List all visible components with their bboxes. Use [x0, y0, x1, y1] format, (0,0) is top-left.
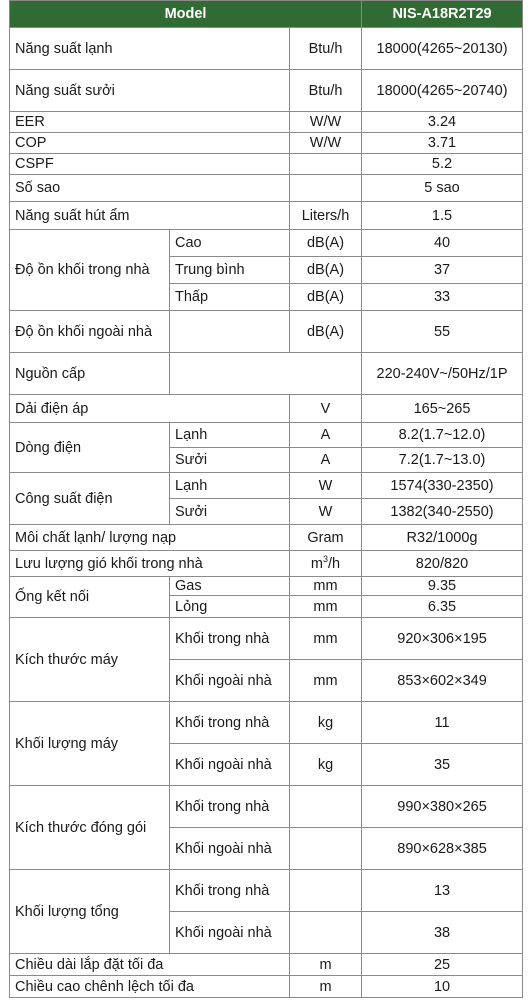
sub-label: Thấp — [170, 284, 290, 311]
row-unit: Btu/h — [290, 28, 362, 70]
sub-label: Gas — [170, 577, 290, 596]
row-value: 165~265 — [362, 395, 523, 423]
sub-label: Trung bình — [170, 257, 290, 284]
row-unit — [290, 912, 362, 954]
row-value: 890×628×385 — [362, 828, 523, 870]
sub-label: Khối ngoài nhà — [170, 744, 290, 786]
sub-label: Khối ngoài nhà — [170, 912, 290, 954]
row-value: 13 — [362, 870, 523, 912]
row-value: 1574(330-2350) — [362, 473, 523, 499]
row-unit: mm — [290, 596, 362, 618]
row-unit — [290, 551, 362, 577]
row-value: R32/1000g — [362, 525, 523, 551]
row-value: 820/820 — [362, 551, 523, 577]
row-value: 920×306×195 — [362, 618, 523, 660]
row-value: 5.2 — [362, 154, 523, 175]
row-value: 9.35 — [362, 577, 523, 596]
row-label: Năng suất lạnh — [10, 28, 290, 70]
row-unit: m — [290, 954, 362, 976]
sub-label: Khối ngoài nhà — [170, 660, 290, 702]
row-unit: Gram — [290, 525, 362, 551]
row-unit: kg — [290, 744, 362, 786]
row-value: 6.35 — [362, 596, 523, 618]
table-row — [10, 28, 523, 70]
table-row — [10, 954, 523, 976]
row-unit: dB(A) — [290, 284, 362, 311]
row-value: 55 — [362, 311, 523, 353]
row-value: 1.5 — [362, 202, 523, 230]
table-row — [10, 786, 523, 828]
table-row — [10, 525, 523, 551]
row-value: 8.2(1.7~12.0) — [362, 423, 523, 448]
row-unit: dB(A) — [290, 257, 362, 284]
table-row — [10, 395, 523, 423]
table-row — [10, 870, 523, 912]
row-label: Chiều cao chênh lệch tối đa — [10, 976, 290, 998]
row-label: Môi chất lạnh/ lượng nạp — [10, 525, 290, 551]
row-unit: Btu/h — [290, 70, 362, 112]
row-value: 3.71 — [362, 133, 523, 154]
row-unit — [290, 870, 362, 912]
unit-tail: /h — [328, 555, 341, 572]
row-label: CSPF — [10, 154, 290, 175]
row-label: COP — [10, 133, 290, 154]
row-value: 37 — [362, 257, 523, 284]
row-unit: W — [290, 473, 362, 499]
table-row — [10, 423, 523, 448]
row-label: Khối lượng tổng — [10, 870, 170, 954]
table-row — [10, 618, 523, 660]
sub-label: Khối trong nhà — [170, 786, 290, 828]
row-label: Số sao — [10, 175, 290, 202]
row-value: 38 — [362, 912, 523, 954]
spec-table — [9, 0, 523, 998]
table-row — [10, 577, 523, 596]
row-label: Ống kết nối — [10, 577, 170, 618]
row-label: Dải điện áp — [10, 395, 290, 423]
table-row — [10, 551, 523, 577]
table-row — [10, 175, 523, 202]
sub-label: Khối trong nhà — [170, 870, 290, 912]
row-value: 18000(4265~20740) — [362, 70, 523, 112]
row-label: Độ ồn khối trong nhà — [10, 230, 170, 311]
sub-label: Khối trong nhà — [170, 618, 290, 660]
row-value: 990×380×265 — [362, 786, 523, 828]
sub-label: Lỏng — [170, 596, 290, 618]
row-label: Kích thước máy — [10, 618, 170, 702]
row-label: Nguồn cấp — [10, 353, 170, 395]
row-unit: Liters/h — [290, 202, 362, 230]
row-value: 3.24 — [362, 112, 523, 133]
row-value: 25 — [362, 954, 523, 976]
row-value: 40 — [362, 230, 523, 257]
unit-base: m — [310, 555, 323, 572]
table-row — [10, 976, 523, 998]
row-unit: A — [290, 448, 362, 473]
row-unit: A — [290, 423, 362, 448]
row-unit: mm — [290, 577, 362, 596]
header-row — [10, 1, 523, 28]
table-row — [10, 202, 523, 230]
row-unit: mm — [290, 618, 362, 660]
sub-label: Sưởi — [170, 499, 290, 525]
row-value: 853×602×349 — [362, 660, 523, 702]
table-row — [10, 154, 523, 175]
header-label: Model — [10, 1, 362, 28]
row-label: Dòng điện — [10, 423, 170, 473]
row-label: Năng suất sưởi — [10, 70, 290, 112]
row-value: 35 — [362, 744, 523, 786]
row-label: Công suất điện — [10, 473, 170, 525]
row-unit — [290, 828, 362, 870]
row-value: 1382(340-2550) — [362, 499, 523, 525]
row-label: Kích thước đóng gói — [10, 786, 170, 870]
row-unit — [290, 154, 362, 175]
row-label: Chiều dài lắp đặt tối đa — [10, 954, 290, 976]
row-value: 7.2(1.7~13.0) — [362, 448, 523, 473]
sub-label: Sưởi — [170, 448, 290, 473]
header-model: NIS-A18R2T29 — [362, 1, 523, 28]
row-unit: W/W — [290, 112, 362, 133]
table-row — [10, 133, 523, 154]
table-row — [10, 112, 523, 133]
sub-label: Khối trong nhà — [170, 702, 290, 744]
table-row — [10, 473, 523, 499]
row-label: Năng suất hút ẩm — [10, 202, 290, 230]
empty-cell — [170, 311, 290, 353]
row-value: 10 — [362, 976, 523, 998]
table-row — [10, 353, 523, 395]
table-row — [10, 702, 523, 744]
row-value: 5 sao — [362, 175, 523, 202]
row-unit: mm — [290, 660, 362, 702]
row-unit: m — [290, 976, 362, 998]
table-row — [10, 70, 523, 112]
row-unit: kg — [290, 702, 362, 744]
row-unit: W/W — [290, 133, 362, 154]
empty-cell — [170, 353, 362, 395]
table-row — [10, 311, 523, 353]
table-row — [10, 230, 523, 257]
row-label: EER — [10, 112, 290, 133]
sub-label: Lạnh — [170, 473, 290, 499]
row-unit — [290, 786, 362, 828]
row-unit: dB(A) — [290, 311, 362, 353]
row-value: 33 — [362, 284, 523, 311]
sub-label: Khối ngoài nhà — [170, 828, 290, 870]
row-value: 18000(4265~20130) — [362, 28, 523, 70]
sub-label: Cao — [170, 230, 290, 257]
row-unit: V — [290, 395, 362, 423]
row-value: 220-240V~/50Hz/1P — [362, 353, 523, 395]
sub-label: Lạnh — [170, 423, 290, 448]
row-label: Độ ồn khối ngoài nhà — [10, 311, 170, 353]
row-value: 11 — [362, 702, 523, 744]
row-label: Lưu lượng gió khối trong nhà — [10, 551, 290, 577]
row-unit: W — [290, 499, 362, 525]
row-unit — [290, 175, 362, 202]
unit-superscript: 3 — [323, 553, 329, 564]
row-unit: dB(A) — [290, 230, 362, 257]
row-label: Khối lượng máy — [10, 702, 170, 786]
